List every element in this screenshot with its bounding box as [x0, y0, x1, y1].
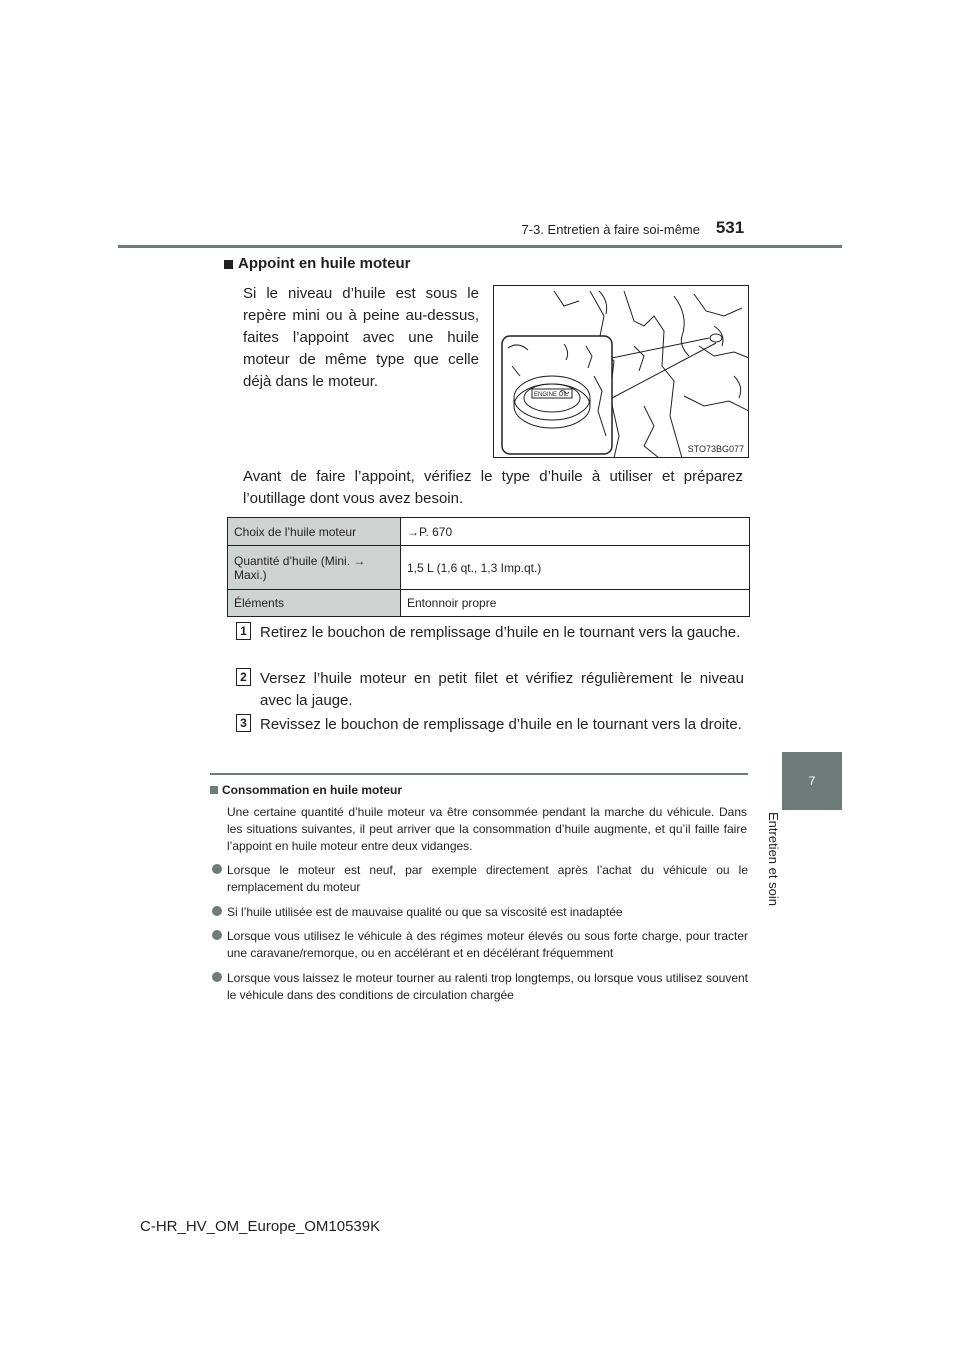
step-text: Retirez le bouchon de remplissage d’huile en le tournant vers la gauche. [260, 624, 741, 641]
list-item [212, 970, 748, 1004]
step-item [236, 668, 744, 712]
circle-bullet-icon [212, 972, 222, 982]
table-cell-label: Éléments [228, 590, 401, 617]
step-number-badge: 3 [236, 714, 251, 732]
oil-cap-label: ENGINE OIL [534, 392, 569, 398]
step-text: Versez l’huile moteur en petit filet et vérifiez régulièrement le niveau avec la jauge. [260, 670, 744, 709]
step-text: Revissez le bouchon de remplissage d’huile en le tournant vers la droite. [260, 716, 742, 733]
table-cell-value: →P. 670 [401, 518, 750, 546]
table-row [228, 590, 750, 617]
section-heading-text: Appoint en huile moteur [238, 255, 411, 272]
chapter-tab: 7 [782, 752, 842, 810]
chapter-label-container [760, 812, 780, 962]
header-section-title: 7-3. Entretien à faire soi-même [521, 222, 700, 237]
note-paragraph: Une certaine quantité d’huile moteur va être consommée pendant la marche du véhicule. Dans les situations suivantes, il peut arriver que la consommation d’huile augmente, et qu’il faille faire l’appoint en huile moteur entre deux vidanges. [227, 805, 747, 853]
table-cell-value: Entonnoir propre [401, 590, 750, 617]
table-row [228, 546, 750, 590]
square-bullet-icon [210, 786, 218, 794]
list-item-text: Lorsque vous laissez le moteur tourner au ralenti trop longtemps, ou lorsque vous utilisez souvent le véhicule dans des conditions de circulation chargée [227, 971, 748, 1002]
preparation-paragraph: Avant de faire l’appoint, vérifiez le type d’huile à utiliser et préparez l’outillage dont vous avez besoin. [243, 468, 743, 507]
engine-bay-drawing [494, 286, 749, 458]
list-item [212, 904, 748, 921]
engine-oil-cap-illustration [493, 285, 749, 458]
list-item [212, 928, 748, 962]
document-id: C-HR_HV_OM_Europe_OM10539K [140, 1218, 381, 1235]
table-cell-value: 1,5 L (1,6 qt., 1,3 Imp.qt.) [401, 546, 750, 590]
square-bullet-icon [224, 260, 233, 269]
table-row [228, 518, 750, 546]
step-number-badge: 1 [236, 622, 251, 640]
note-heading [210, 783, 402, 797]
table-cell-label: Choix de l’huile moteur [228, 518, 401, 546]
list-item-text: Si l’huile utilisée est de mauvaise qualité ou que sa viscosité est inadaptée [227, 905, 623, 919]
circle-bullet-icon [212, 930, 222, 940]
page-number: 531 [715, 218, 745, 237]
figure-code: STO73BG077 [687, 444, 744, 454]
header-divider [118, 245, 842, 248]
step-number-badge: 2 [236, 668, 251, 686]
section-heading [224, 255, 411, 272]
list-item [212, 862, 748, 896]
circle-bullet-icon [212, 864, 222, 874]
step-item [236, 714, 744, 736]
circle-bullet-icon [212, 906, 222, 916]
oil-spec-table [227, 517, 750, 617]
list-item-text: Lorsque vous utilisez le véhicule à des régimes moteur élevés ou sous forte charge, pour tracter une caravane/remorque, ou en accélérant et en décélérant fréquemment [227, 929, 748, 960]
note-divider [210, 773, 748, 775]
table-cell-label: Quantité d’huile (Mini. → Maxi.) [228, 546, 401, 590]
list-item-text: Lorsque le moteur est neuf, par exemple directement après l’achat du véhicule ou le remplacement du moteur [227, 863, 748, 894]
chapter-label: Entretien et soin [766, 812, 781, 906]
step-item [236, 622, 744, 644]
intro-paragraph: Si le niveau d’huile est sous le repère mini ou à peine au-dessus, faites l’appoint avec une huile moteur de même type que celle déjà dans le moteur. [243, 285, 479, 390]
note-heading-text: Consommation en huile moteur [222, 783, 403, 797]
